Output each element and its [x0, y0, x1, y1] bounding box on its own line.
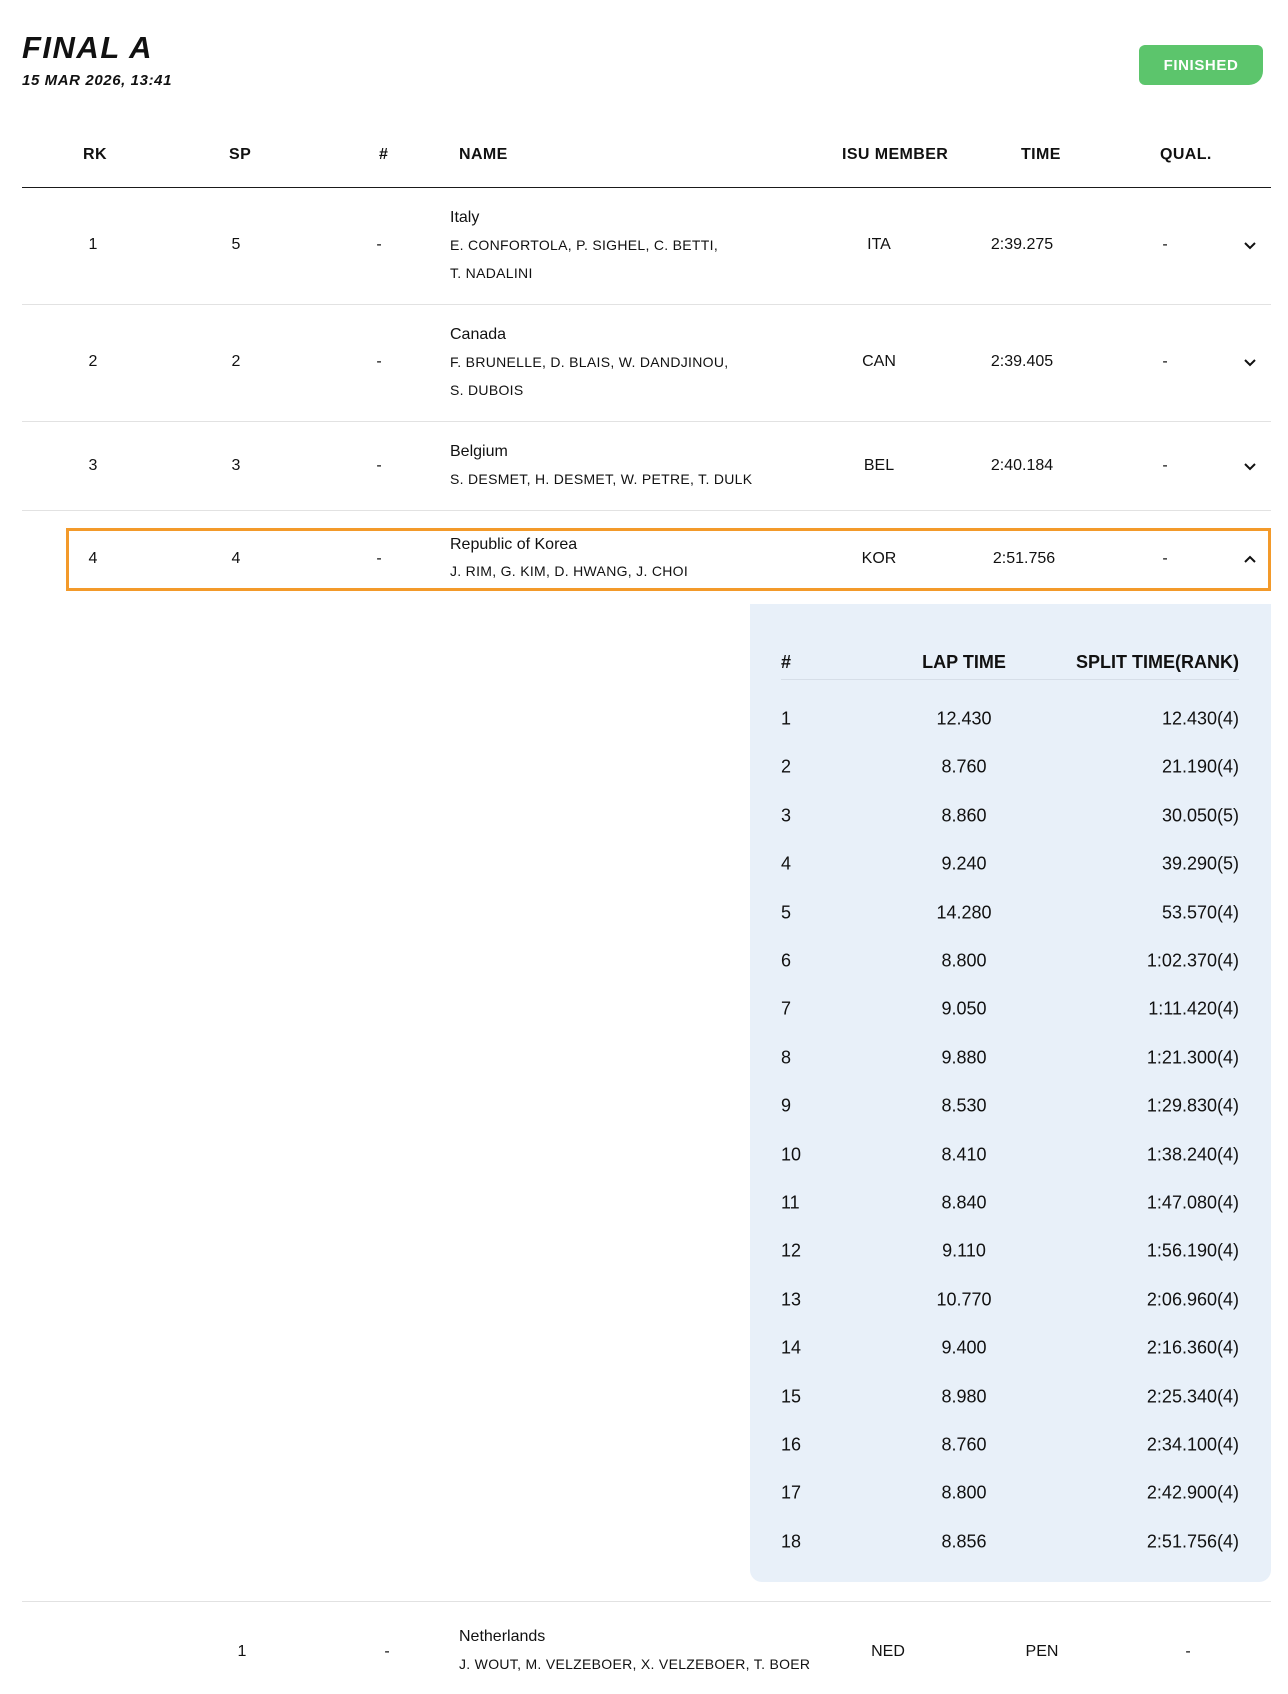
lap-header-lap-time: LAP TIME	[922, 652, 1006, 672]
lap-row	[750, 985, 1271, 1033]
lap-number: 4	[781, 853, 792, 874]
team-members	[450, 557, 688, 585]
lap-number: 17	[781, 1482, 802, 1503]
qualification-cell: -	[1162, 550, 1168, 567]
lap-number: 11	[781, 1192, 800, 1213]
team-name: Republic of Korea	[450, 536, 578, 553]
lap-time: 8.800	[941, 1482, 987, 1503]
split-time: 1:11.420(4)	[1148, 998, 1239, 1019]
team-members	[450, 348, 728, 404]
table-row[interactable]	[22, 422, 1271, 511]
lap-number: 2	[781, 756, 792, 777]
lap-time: 8.856	[941, 1531, 987, 1552]
lap-number: 7	[781, 998, 792, 1019]
lap-row	[750, 1131, 1271, 1179]
team-name: Canada	[450, 326, 507, 343]
lap-number: 1	[781, 708, 792, 729]
lap-row	[750, 743, 1271, 791]
isu-member-cell: CAN	[862, 353, 896, 370]
lap-time: 10.770	[936, 1289, 992, 1310]
start-position-cell: 5	[231, 236, 241, 253]
lap-number: 14	[781, 1337, 802, 1358]
team-members	[450, 231, 718, 287]
qualification-cell: -	[1162, 353, 1168, 370]
split-time: 1:56.190(4)	[1146, 1240, 1239, 1261]
lap-row	[750, 1518, 1271, 1566]
table-row[interactable]	[22, 188, 1271, 305]
split-time: 2:25.340(4)	[1146, 1386, 1239, 1407]
lap-row	[750, 792, 1271, 840]
team-members	[459, 1650, 810, 1678]
members-line: F. BRUNELLE, D. BLAIS, W. DANDJINOU,	[450, 354, 729, 370]
column-header-qualification: QUAL.	[1160, 146, 1212, 163]
start-position-cell: 1	[237, 1643, 247, 1660]
lap-header-number: #	[781, 652, 792, 672]
number-cell: -	[384, 1643, 390, 1660]
page-title: FINAL A	[22, 30, 154, 65]
lap-row	[750, 1179, 1271, 1227]
split-time: 39.290(5)	[1161, 853, 1239, 874]
lap-details-panel	[750, 604, 1271, 1582]
lap-number: 9	[781, 1095, 792, 1116]
time-cell: PEN	[1025, 1643, 1059, 1660]
lap-number: 12	[781, 1240, 802, 1261]
split-time: 2:06.960(4)	[1146, 1289, 1239, 1310]
lap-time: 9.240	[941, 853, 987, 874]
column-header-time: TIME	[1021, 146, 1061, 163]
column-header-start-position: SP	[229, 146, 252, 163]
time-cell: 2:51.756	[992, 550, 1056, 567]
lap-row	[750, 1373, 1271, 1421]
qualification-cell: -	[1162, 236, 1168, 253]
table-row[interactable]	[22, 305, 1271, 422]
lap-time: 8.760	[941, 1434, 987, 1455]
split-time: 1:38.240(4)	[1146, 1144, 1239, 1165]
qualification-cell: -	[1185, 1643, 1191, 1660]
split-time: 1:47.080(4)	[1146, 1192, 1239, 1213]
lap-row	[750, 840, 1271, 888]
lap-header-split-time: SPLIT TIME(RANK)	[1076, 652, 1239, 672]
table-row[interactable]	[22, 1602, 1271, 1694]
start-position-cell: 3	[231, 457, 241, 474]
lap-number: 3	[781, 805, 792, 826]
column-header-isu-member: ISU MEMBER	[842, 146, 949, 163]
column-header-rank: RK	[83, 146, 107, 163]
race-datetime: 15 MAR 2026, 13:41	[22, 72, 173, 89]
members-line: S. DESMET, H. DESMET, W. PETRE, T. DULK	[450, 471, 753, 487]
lap-time: 8.410	[941, 1144, 987, 1165]
lap-time: 8.980	[941, 1386, 987, 1407]
split-time: 2:42.900(4)	[1146, 1482, 1239, 1503]
number-cell: -	[376, 457, 382, 474]
lap-row	[750, 695, 1271, 743]
start-position-cell: 4	[231, 550, 241, 567]
lap-row	[750, 1324, 1271, 1372]
lap-time: 9.400	[941, 1337, 987, 1358]
lap-time: 8.800	[941, 950, 987, 971]
lap-time: 14.280	[936, 902, 992, 923]
lap-number: 10	[781, 1144, 802, 1165]
members-line: J. WOUT, M. VELZEBOER, X. VELZEBOER, T. BOER	[459, 1656, 811, 1672]
status-badge: FINISHED	[1139, 45, 1263, 85]
lap-time: 8.760	[941, 756, 987, 777]
lap-time: 8.530	[941, 1095, 987, 1116]
time-cell: 2:40.184	[990, 457, 1054, 474]
lap-row	[750, 1227, 1271, 1275]
members-line: E. CONFORTOLA, P. SIGHEL, C. BETTI,	[450, 237, 719, 253]
chevron-up-icon[interactable]	[1242, 551, 1258, 567]
start-position-cell: 2	[231, 353, 241, 370]
team-members	[450, 465, 752, 493]
members-line: T. NADALINI	[450, 265, 533, 281]
lap-number: 16	[781, 1434, 802, 1455]
split-time: 53.570(4)	[1161, 902, 1239, 923]
split-time: 1:29.830(4)	[1146, 1095, 1239, 1116]
lap-time: 9.050	[941, 998, 987, 1019]
lap-time: 8.860	[941, 805, 987, 826]
team-name: Netherlands	[459, 1628, 546, 1645]
time-cell: 2:39.405	[990, 353, 1054, 370]
rank-cell: 1	[88, 236, 98, 253]
isu-member-cell: BEL	[863, 457, 895, 474]
split-time: 1:21.300(4)	[1146, 1047, 1239, 1068]
rank-cell: 3	[88, 457, 98, 474]
chevron-down-icon[interactable]	[1242, 354, 1258, 370]
lap-row	[750, 1421, 1271, 1469]
lap-number: 18	[781, 1531, 802, 1552]
time-cell: 2:39.275	[990, 236, 1054, 253]
number-cell: -	[376, 236, 382, 253]
rank-cell: 4	[88, 550, 98, 567]
rank-cell: 2	[88, 353, 98, 370]
lap-number: 15	[781, 1386, 802, 1407]
lap-number: 13	[781, 1289, 802, 1310]
split-time: 2:16.360(4)	[1146, 1337, 1239, 1358]
lap-row	[750, 1469, 1271, 1517]
split-time: 2:51.756(4)	[1146, 1531, 1239, 1552]
lap-number: 5	[781, 902, 792, 923]
members-line: S. DUBOIS	[450, 382, 524, 398]
number-cell: -	[376, 353, 382, 370]
lap-number: 6	[781, 950, 792, 971]
isu-member-cell: KOR	[861, 550, 897, 567]
qualification-cell: -	[1162, 457, 1168, 474]
lap-row	[750, 937, 1271, 985]
lap-time: 9.880	[941, 1047, 987, 1068]
split-time: 21.190(4)	[1161, 756, 1239, 777]
lap-row	[750, 889, 1271, 937]
isu-member-cell: NED	[871, 1643, 905, 1660]
split-time: 12.430(4)	[1161, 708, 1239, 729]
split-time: 2:34.100(4)	[1146, 1434, 1239, 1455]
lap-row	[750, 1082, 1271, 1130]
chevron-down-icon[interactable]	[1242, 458, 1258, 474]
column-header-name: NAME	[459, 146, 508, 163]
table-row-expanded[interactable]	[22, 528, 1271, 591]
members-line: J. RIM, G. KIM, D. HWANG, J. CHOI	[450, 563, 689, 579]
split-time: 30.050(5)	[1161, 805, 1239, 826]
chevron-down-icon[interactable]	[1242, 237, 1258, 253]
lap-row	[750, 1276, 1271, 1324]
lap-time: 9.110	[942, 1240, 986, 1261]
split-time: 1:02.370(4)	[1146, 950, 1239, 971]
lap-number: 8	[781, 1047, 792, 1068]
lap-time: 12.430	[936, 708, 992, 729]
team-name: Italy	[450, 209, 480, 226]
column-header-number: #	[379, 146, 389, 163]
team-name: Belgium	[450, 443, 508, 460]
lap-time: 8.840	[941, 1192, 987, 1213]
isu-member-cell: ITA	[867, 236, 891, 253]
number-cell: -	[376, 550, 382, 567]
lap-row	[750, 1034, 1271, 1082]
